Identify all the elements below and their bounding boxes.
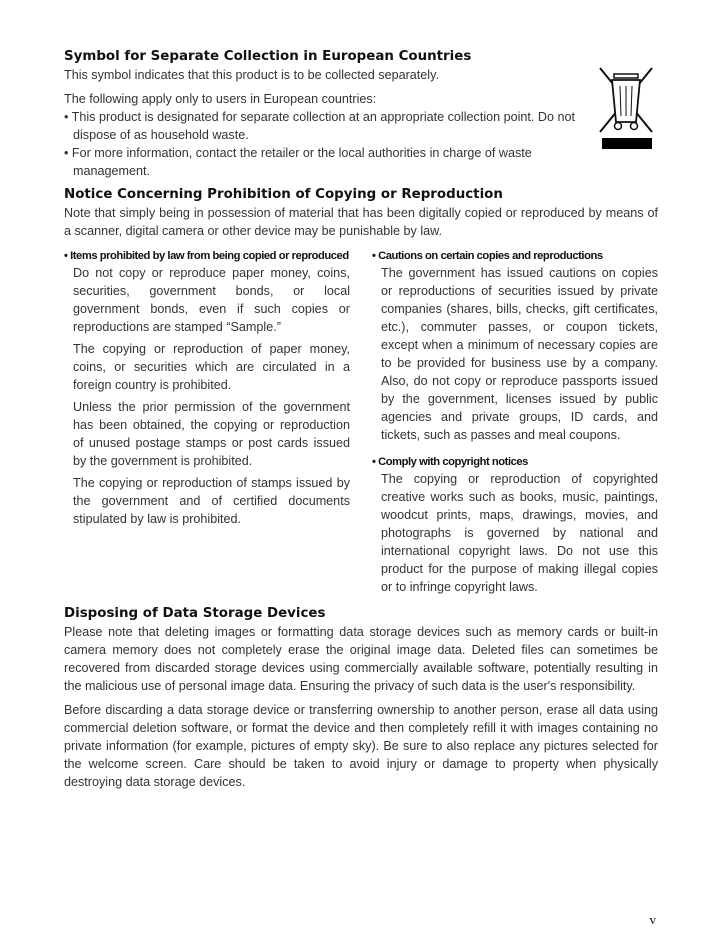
symbol-bullet-2: • For more information, contact the retailer or the local authorities in charge of waste management.: [64, 146, 532, 178]
left-column: [64, 248, 350, 596]
page-content: [64, 48, 658, 791]
items-prohibited-heading: • Items prohibited by law from being copied or reproduced: [64, 250, 349, 262]
items-paragraph-2: The copying or reproduction of paper money, coins, or securities which are circulated in a foreign country is prohibited.: [73, 342, 350, 392]
copying-columns: [64, 248, 658, 596]
right-column: [372, 248, 658, 596]
items-paragraph-1: Do not copy or reproduce paper money, coins, securities, government bonds, or local government bonds, even if such copies or reproductions are stamped “Sample.”: [73, 266, 350, 334]
symbol-applies: The following apply only to users in European countries:: [64, 92, 377, 106]
cautions-heading: • Cautions on certain copies and reproductions: [372, 250, 603, 262]
crossed-out-bin-icon: [594, 64, 658, 148]
items-paragraph-3: Unless the prior permission of the government has been obtained, the copying or reproduction of unused postage stamps or post cards issued by the government is prohibited.: [73, 400, 350, 468]
copying-intro: Note that simply being in possession of material that has been digitally copied or reproduced by means of a scanner, digital camera or other device may be punishable by law.: [64, 206, 658, 238]
symbol-section: [64, 48, 658, 180]
separate-collection-bar: [602, 138, 652, 149]
disposing-heading: Disposing of Data Storage Devices: [64, 606, 326, 621]
copying-heading: Notice Concerning Prohibition of Copying or Reproduction: [64, 187, 503, 202]
items-paragraph-4: The copying or reproduction of stamps issued by the government and of certified documents stipulated by law is prohibited.: [73, 476, 350, 526]
symbol-heading: Symbol for Separate Collection in European Countries: [64, 49, 472, 64]
comply-paragraph: The copying or reproduction of copyrighted creative works such as books, music, paintings, woodcut prints, maps, drawings, movies, and photographs is governed by national and international copyright laws. Do not use this product for the purpose of making illegal copies or to infringe copyright laws.: [381, 472, 658, 594]
disposing-paragraph-2: Before discarding a data storage device or transferring ownership to another person, erase all data using commercial deletion software, or format the device and then completely refill it with images containing no private information (for example, pictures of empty sky). Be sure to also replace any pictures selected for the welcome screen. Care should be taken to avoid injury or damage to property when physically destroying data storage devices.: [64, 703, 658, 789]
cautions-paragraph: The government has issued cautions on copies or reproductions of securities issued by private companies (shares, bills, checks, gift certificates, etc.), commuter passes, or coupon tickets, except when a minimum of necessary copies are to be provided for business use by a company. Also, do not copy or reproduce passports issued by the government, licenses issued by public agencies and private groups, ID cards, and tickets, such as passes and meal coupons.: [381, 266, 658, 442]
comply-heading: • Comply with copyright notices: [372, 456, 528, 468]
disposing-paragraph-1: Please note that deleting images or formatting data storage devices such as memory cards or built-in camera memory does not completely erase the original image data. Deleted files can sometimes be recovered from discarded storage devices using commercially available software, potentially resulting in the malicious use of personal image data. Ensuring the privacy of such data is the user's responsibility.: [64, 625, 658, 693]
symbol-bullet-1: • This product is designated for separate collection at an appropriate collection point. Do not dispose of as household waste.: [64, 110, 576, 142]
symbol-intro: This symbol indicates that this product is to be collected separately.: [64, 68, 439, 82]
page-number: v: [649, 912, 656, 927]
